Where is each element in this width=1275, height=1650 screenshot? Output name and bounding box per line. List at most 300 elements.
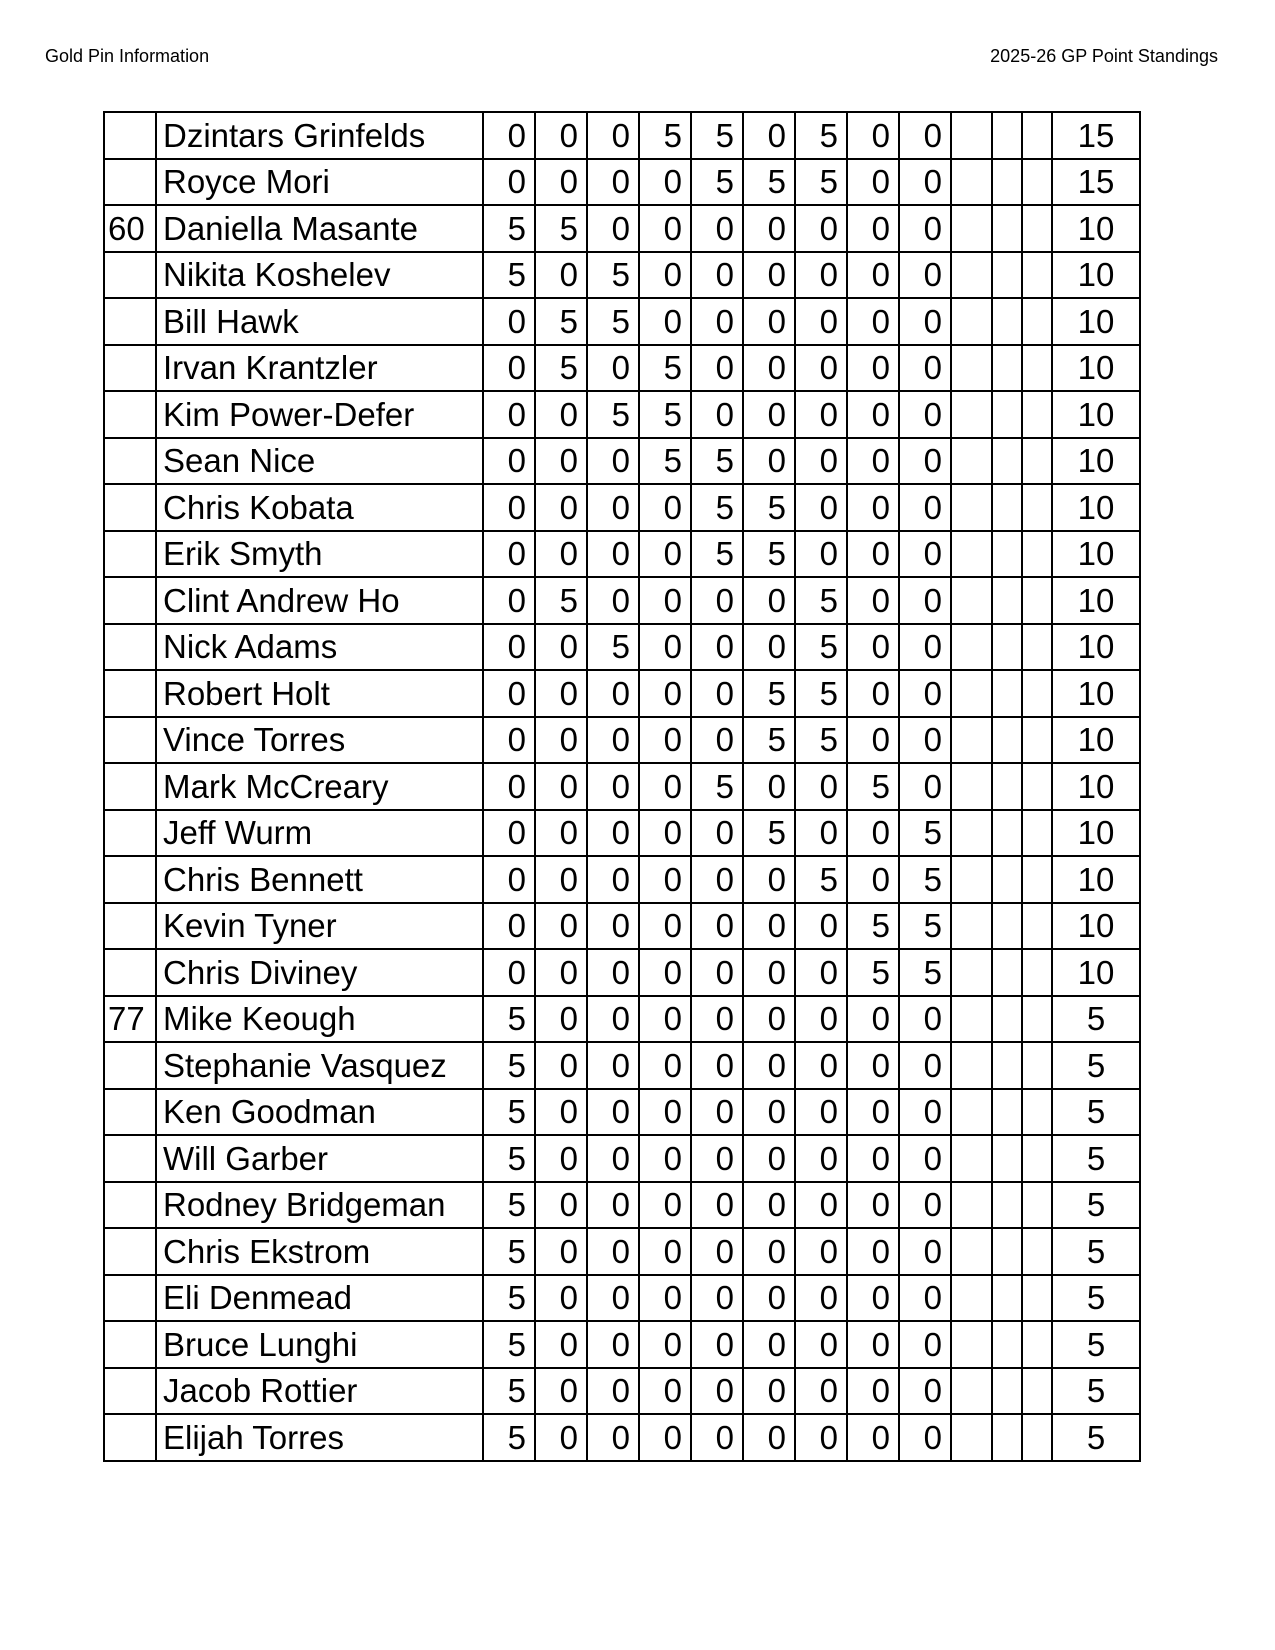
event-points-cell: 0 <box>535 1414 587 1461</box>
empty-event-cell <box>992 1182 1022 1229</box>
event-points-cell: 0 <box>639 717 691 764</box>
rank-cell <box>104 763 156 810</box>
player-name-cell: Eli Denmead <box>156 1275 483 1322</box>
empty-event-cell <box>992 949 1022 996</box>
event-points-cell: 0 <box>587 577 639 624</box>
empty-event-cell <box>992 298 1022 345</box>
event-points-cell: 0 <box>847 996 899 1043</box>
event-points-cell: 0 <box>483 391 535 438</box>
empty-event-cell <box>992 577 1022 624</box>
rank-cell <box>104 438 156 485</box>
event-points-cell: 0 <box>587 345 639 392</box>
empty-event-cell <box>1022 1228 1052 1275</box>
standings-table <box>103 111 1141 1462</box>
event-points-cell: 0 <box>847 810 899 857</box>
empty-event-cell <box>1022 810 1052 857</box>
event-points-cell: 0 <box>535 996 587 1043</box>
event-points-cell: 0 <box>743 1368 795 1415</box>
empty-event-cell <box>951 484 992 531</box>
event-points-cell: 0 <box>847 438 899 485</box>
event-points-cell: 0 <box>743 577 795 624</box>
rank-cell <box>104 112 156 159</box>
player-name-cell: Elijah Torres <box>156 1414 483 1461</box>
rank-cell <box>104 810 156 857</box>
event-points-cell: 0 <box>899 531 951 578</box>
event-points-cell: 0 <box>587 763 639 810</box>
rank-cell <box>104 624 156 671</box>
rank-cell <box>104 1182 156 1229</box>
empty-event-cell <box>1022 391 1052 438</box>
event-points-cell: 0 <box>535 1321 587 1368</box>
event-points-cell: 0 <box>587 112 639 159</box>
event-points-cell: 0 <box>795 252 847 299</box>
rank-cell <box>104 1275 156 1322</box>
empty-event-cell <box>992 624 1022 671</box>
event-points-cell: 0 <box>535 391 587 438</box>
rank-cell <box>104 159 156 206</box>
event-points-cell: 0 <box>587 159 639 206</box>
event-points-cell: 0 <box>795 1182 847 1229</box>
rank-cell <box>104 577 156 624</box>
event-points-cell: 5 <box>743 531 795 578</box>
event-points-cell: 0 <box>483 298 535 345</box>
event-points-cell: 0 <box>847 1042 899 1089</box>
event-points-cell: 0 <box>691 1042 743 1089</box>
event-points-cell: 5 <box>899 949 951 996</box>
empty-event-cell <box>951 391 992 438</box>
event-points-cell: 0 <box>795 531 847 578</box>
event-points-cell: 0 <box>535 484 587 531</box>
event-points-cell: 5 <box>691 484 743 531</box>
event-points-cell: 0 <box>899 484 951 531</box>
event-points-cell: 0 <box>899 763 951 810</box>
total-points-cell: 5 <box>1052 1135 1140 1182</box>
event-points-cell: 0 <box>535 438 587 485</box>
event-points-cell: 0 <box>639 159 691 206</box>
event-points-cell: 0 <box>535 763 587 810</box>
event-points-cell: 0 <box>743 763 795 810</box>
event-points-cell: 0 <box>795 1135 847 1182</box>
empty-event-cell <box>992 1275 1022 1322</box>
event-points-cell: 0 <box>639 1228 691 1275</box>
event-points-cell: 0 <box>483 903 535 950</box>
event-points-cell: 0 <box>639 205 691 252</box>
event-points-cell: 0 <box>743 1414 795 1461</box>
event-points-cell: 0 <box>587 996 639 1043</box>
event-points-cell: 5 <box>483 1089 535 1136</box>
event-points-cell: 0 <box>743 1228 795 1275</box>
event-points-cell: 5 <box>899 856 951 903</box>
event-points-cell: 5 <box>795 159 847 206</box>
event-points-cell: 0 <box>535 1089 587 1136</box>
event-points-cell: 5 <box>795 856 847 903</box>
empty-event-cell <box>1022 484 1052 531</box>
event-points-cell: 0 <box>899 1042 951 1089</box>
rank-cell <box>104 670 156 717</box>
empty-event-cell <box>992 1228 1022 1275</box>
event-points-cell: 5 <box>483 1182 535 1229</box>
table-row <box>104 1368 1140 1415</box>
empty-event-cell <box>951 1414 992 1461</box>
player-name-cell: Chris Bennett <box>156 856 483 903</box>
total-points-cell: 5 <box>1052 1414 1140 1461</box>
total-points-cell: 5 <box>1052 1089 1140 1136</box>
total-points-cell: 15 <box>1052 112 1140 159</box>
event-points-cell: 5 <box>483 1042 535 1089</box>
event-points-cell: 0 <box>587 856 639 903</box>
event-points-cell: 0 <box>483 670 535 717</box>
event-points-cell: 0 <box>743 856 795 903</box>
empty-event-cell <box>992 810 1022 857</box>
event-points-cell: 0 <box>587 1182 639 1229</box>
empty-event-cell <box>992 1321 1022 1368</box>
event-points-cell: 0 <box>847 856 899 903</box>
event-points-cell: 5 <box>899 903 951 950</box>
empty-event-cell <box>1022 159 1052 206</box>
event-points-cell: 0 <box>535 252 587 299</box>
event-points-cell: 0 <box>795 484 847 531</box>
event-points-cell: 0 <box>639 903 691 950</box>
event-points-cell: 0 <box>899 1275 951 1322</box>
event-points-cell: 5 <box>483 252 535 299</box>
event-points-cell: 0 <box>795 1228 847 1275</box>
event-points-cell: 5 <box>639 345 691 392</box>
player-name-cell: Daniella Masante <box>156 205 483 252</box>
table-row <box>104 298 1140 345</box>
event-points-cell: 5 <box>847 903 899 950</box>
event-points-cell: 5 <box>535 345 587 392</box>
event-points-cell: 0 <box>639 996 691 1043</box>
event-points-cell: 0 <box>691 205 743 252</box>
event-points-cell: 0 <box>795 996 847 1043</box>
event-points-cell: 0 <box>899 577 951 624</box>
empty-event-cell <box>992 438 1022 485</box>
event-points-cell: 5 <box>899 810 951 857</box>
event-points-cell: 0 <box>535 624 587 671</box>
player-name-cell: Nikita Koshelev <box>156 252 483 299</box>
empty-event-cell <box>992 1089 1022 1136</box>
player-name-cell: Kevin Tyner <box>156 903 483 950</box>
event-points-cell: 0 <box>743 1042 795 1089</box>
player-name-cell: Robert Holt <box>156 670 483 717</box>
event-points-cell: 0 <box>847 1414 899 1461</box>
empty-event-cell <box>992 112 1022 159</box>
empty-event-cell <box>992 996 1022 1043</box>
total-points-cell: 10 <box>1052 438 1140 485</box>
event-points-cell: 0 <box>899 1089 951 1136</box>
total-points-cell: 5 <box>1052 1182 1140 1229</box>
empty-event-cell <box>992 1368 1022 1415</box>
event-points-cell: 0 <box>639 856 691 903</box>
event-points-cell: 0 <box>587 1368 639 1415</box>
empty-event-cell <box>1022 670 1052 717</box>
empty-event-cell <box>951 438 992 485</box>
event-points-cell: 0 <box>639 1414 691 1461</box>
event-points-cell: 0 <box>847 345 899 392</box>
event-points-cell: 0 <box>535 717 587 764</box>
event-points-cell: 0 <box>535 1368 587 1415</box>
event-points-cell: 0 <box>691 1135 743 1182</box>
player-name-cell: Will Garber <box>156 1135 483 1182</box>
event-points-cell: 0 <box>795 1042 847 1089</box>
event-points-cell: 0 <box>743 1275 795 1322</box>
empty-event-cell <box>1022 903 1052 950</box>
event-points-cell: 0 <box>795 903 847 950</box>
event-points-cell: 5 <box>847 763 899 810</box>
player-name-cell: Kim Power-Defer <box>156 391 483 438</box>
total-points-cell: 10 <box>1052 624 1140 671</box>
event-points-cell: 0 <box>847 1321 899 1368</box>
header-right-title: 2025-26 GP Point Standings <box>990 46 1218 66</box>
event-points-cell: 0 <box>639 1135 691 1182</box>
event-points-cell: 0 <box>795 391 847 438</box>
event-points-cell: 0 <box>639 810 691 857</box>
player-name-cell: Stephanie Vasquez <box>156 1042 483 1089</box>
event-points-cell: 0 <box>691 298 743 345</box>
event-points-cell: 0 <box>743 345 795 392</box>
event-points-cell: 0 <box>847 298 899 345</box>
empty-event-cell <box>1022 112 1052 159</box>
event-points-cell: 5 <box>691 763 743 810</box>
event-points-cell: 0 <box>483 949 535 996</box>
event-points-cell: 5 <box>691 159 743 206</box>
empty-event-cell <box>1022 577 1052 624</box>
rank-cell <box>104 391 156 438</box>
empty-event-cell <box>1022 1414 1052 1461</box>
total-points-cell: 10 <box>1052 484 1140 531</box>
event-points-cell: 0 <box>743 903 795 950</box>
event-points-cell: 0 <box>535 1042 587 1089</box>
table-row <box>104 763 1140 810</box>
table-row <box>104 391 1140 438</box>
empty-event-cell <box>1022 1321 1052 1368</box>
empty-event-cell <box>1022 438 1052 485</box>
event-points-cell: 0 <box>483 856 535 903</box>
empty-event-cell <box>992 484 1022 531</box>
total-points-cell: 10 <box>1052 763 1140 810</box>
event-points-cell: 0 <box>535 949 587 996</box>
event-points-cell: 0 <box>795 763 847 810</box>
empty-event-cell <box>1022 1275 1052 1322</box>
event-points-cell: 0 <box>691 1182 743 1229</box>
table-row <box>104 1042 1140 1089</box>
empty-event-cell <box>992 345 1022 392</box>
event-points-cell: 0 <box>899 1368 951 1415</box>
event-points-cell: 0 <box>795 1089 847 1136</box>
event-points-cell: 5 <box>483 1414 535 1461</box>
empty-event-cell <box>951 1368 992 1415</box>
table-row <box>104 1275 1140 1322</box>
rank-cell <box>104 252 156 299</box>
table-row <box>104 577 1140 624</box>
empty-event-cell <box>951 763 992 810</box>
table-row <box>104 205 1140 252</box>
total-points-cell: 10 <box>1052 531 1140 578</box>
event-points-cell: 5 <box>483 1368 535 1415</box>
event-points-cell: 0 <box>587 205 639 252</box>
header-left-title: Gold Pin Information <box>45 46 210 66</box>
empty-event-cell <box>992 159 1022 206</box>
empty-event-cell <box>1022 996 1052 1043</box>
event-points-cell: 0 <box>899 670 951 717</box>
event-points-cell: 0 <box>691 1321 743 1368</box>
total-points-cell: 5 <box>1052 996 1140 1043</box>
event-points-cell: 0 <box>639 484 691 531</box>
rank-cell <box>104 903 156 950</box>
player-name-cell: Jeff Wurm <box>156 810 483 857</box>
event-points-cell: 0 <box>847 577 899 624</box>
empty-event-cell <box>1022 252 1052 299</box>
event-points-cell: 0 <box>639 531 691 578</box>
empty-event-cell <box>951 112 992 159</box>
event-points-cell: 0 <box>691 717 743 764</box>
event-points-cell: 0 <box>899 438 951 485</box>
event-points-cell: 0 <box>483 810 535 857</box>
empty-event-cell <box>1022 717 1052 764</box>
empty-event-cell <box>992 903 1022 950</box>
event-points-cell: 5 <box>795 717 847 764</box>
player-name-cell: Bill Hawk <box>156 298 483 345</box>
event-points-cell: 0 <box>483 717 535 764</box>
table-row <box>104 949 1140 996</box>
event-points-cell: 5 <box>795 670 847 717</box>
event-points-cell: 0 <box>743 205 795 252</box>
rank-cell <box>104 856 156 903</box>
event-points-cell: 0 <box>691 856 743 903</box>
event-points-cell: 5 <box>795 112 847 159</box>
player-name-cell: Royce Mori <box>156 159 483 206</box>
event-points-cell: 5 <box>639 112 691 159</box>
event-points-cell: 0 <box>587 717 639 764</box>
event-points-cell: 0 <box>743 1182 795 1229</box>
event-points-cell: 0 <box>899 717 951 764</box>
empty-event-cell <box>951 717 992 764</box>
event-points-cell: 5 <box>587 298 639 345</box>
event-points-cell: 0 <box>899 1228 951 1275</box>
event-points-cell: 0 <box>587 1321 639 1368</box>
event-points-cell: 0 <box>899 1414 951 1461</box>
event-points-cell: 5 <box>483 205 535 252</box>
event-points-cell: 0 <box>795 1321 847 1368</box>
table-row <box>104 484 1140 531</box>
table-row <box>104 531 1140 578</box>
event-points-cell: 0 <box>899 624 951 671</box>
total-points-cell: 10 <box>1052 856 1140 903</box>
empty-event-cell <box>951 577 992 624</box>
event-points-cell: 0 <box>691 903 743 950</box>
event-points-cell: 0 <box>535 531 587 578</box>
event-points-cell: 0 <box>587 949 639 996</box>
event-points-cell: 5 <box>587 624 639 671</box>
empty-event-cell <box>992 1042 1022 1089</box>
table-row <box>104 1228 1140 1275</box>
empty-event-cell <box>951 252 992 299</box>
event-points-cell: 0 <box>639 1321 691 1368</box>
player-name-cell: Bruce Lunghi <box>156 1321 483 1368</box>
event-points-cell: 5 <box>535 205 587 252</box>
event-points-cell: 0 <box>535 159 587 206</box>
event-points-cell: 0 <box>743 298 795 345</box>
event-points-cell: 0 <box>743 996 795 1043</box>
rank-cell <box>104 345 156 392</box>
event-points-cell: 0 <box>899 112 951 159</box>
total-points-cell: 10 <box>1052 391 1140 438</box>
event-points-cell: 0 <box>587 1275 639 1322</box>
rank-cell <box>104 1089 156 1136</box>
event-points-cell: 0 <box>847 624 899 671</box>
total-points-cell: 10 <box>1052 252 1140 299</box>
event-points-cell: 0 <box>639 670 691 717</box>
event-points-cell: 0 <box>847 1089 899 1136</box>
rank-cell <box>104 298 156 345</box>
player-name-cell: Dzintars Grinfelds <box>156 112 483 159</box>
event-points-cell: 0 <box>483 112 535 159</box>
event-points-cell: 5 <box>743 810 795 857</box>
event-points-cell: 0 <box>691 1275 743 1322</box>
event-points-cell: 0 <box>795 1275 847 1322</box>
event-points-cell: 0 <box>899 996 951 1043</box>
event-points-cell: 0 <box>847 1368 899 1415</box>
event-points-cell: 0 <box>847 205 899 252</box>
player-name-cell: Chris Diviney <box>156 949 483 996</box>
event-points-cell: 5 <box>743 717 795 764</box>
event-points-cell: 5 <box>847 949 899 996</box>
player-name-cell: Mark McCreary <box>156 763 483 810</box>
event-points-cell: 5 <box>483 1275 535 1322</box>
event-points-cell: 0 <box>587 1414 639 1461</box>
event-points-cell: 0 <box>795 1414 847 1461</box>
event-points-cell: 0 <box>587 1135 639 1182</box>
table-row <box>104 345 1140 392</box>
table-row <box>104 1089 1140 1136</box>
event-points-cell: 0 <box>795 438 847 485</box>
rank-cell <box>104 484 156 531</box>
rank-cell <box>104 1368 156 1415</box>
total-points-cell: 10 <box>1052 717 1140 764</box>
empty-event-cell <box>951 1275 992 1322</box>
event-points-cell: 0 <box>535 1135 587 1182</box>
event-points-cell: 0 <box>535 670 587 717</box>
total-points-cell: 10 <box>1052 577 1140 624</box>
total-points-cell: 5 <box>1052 1275 1140 1322</box>
event-points-cell: 0 <box>535 1228 587 1275</box>
event-points-cell: 0 <box>639 298 691 345</box>
table-row <box>104 1182 1140 1229</box>
empty-event-cell <box>992 856 1022 903</box>
event-points-cell: 0 <box>899 1182 951 1229</box>
event-points-cell: 0 <box>691 1414 743 1461</box>
empty-event-cell <box>951 1321 992 1368</box>
event-points-cell: 0 <box>483 531 535 578</box>
event-points-cell: 0 <box>587 810 639 857</box>
event-points-cell: 0 <box>899 1135 951 1182</box>
event-points-cell: 0 <box>483 159 535 206</box>
empty-event-cell <box>992 1414 1022 1461</box>
event-points-cell: 0 <box>795 345 847 392</box>
event-points-cell: 5 <box>795 577 847 624</box>
event-points-cell: 0 <box>639 577 691 624</box>
event-points-cell: 0 <box>587 438 639 485</box>
empty-event-cell <box>951 1089 992 1136</box>
table-row <box>104 624 1140 671</box>
event-points-cell: 0 <box>483 577 535 624</box>
event-points-cell: 5 <box>483 996 535 1043</box>
event-points-cell: 0 <box>639 1275 691 1322</box>
event-points-cell: 0 <box>691 345 743 392</box>
event-points-cell: 0 <box>847 1228 899 1275</box>
player-name-cell: Chris Kobata <box>156 484 483 531</box>
total-points-cell: 10 <box>1052 205 1140 252</box>
